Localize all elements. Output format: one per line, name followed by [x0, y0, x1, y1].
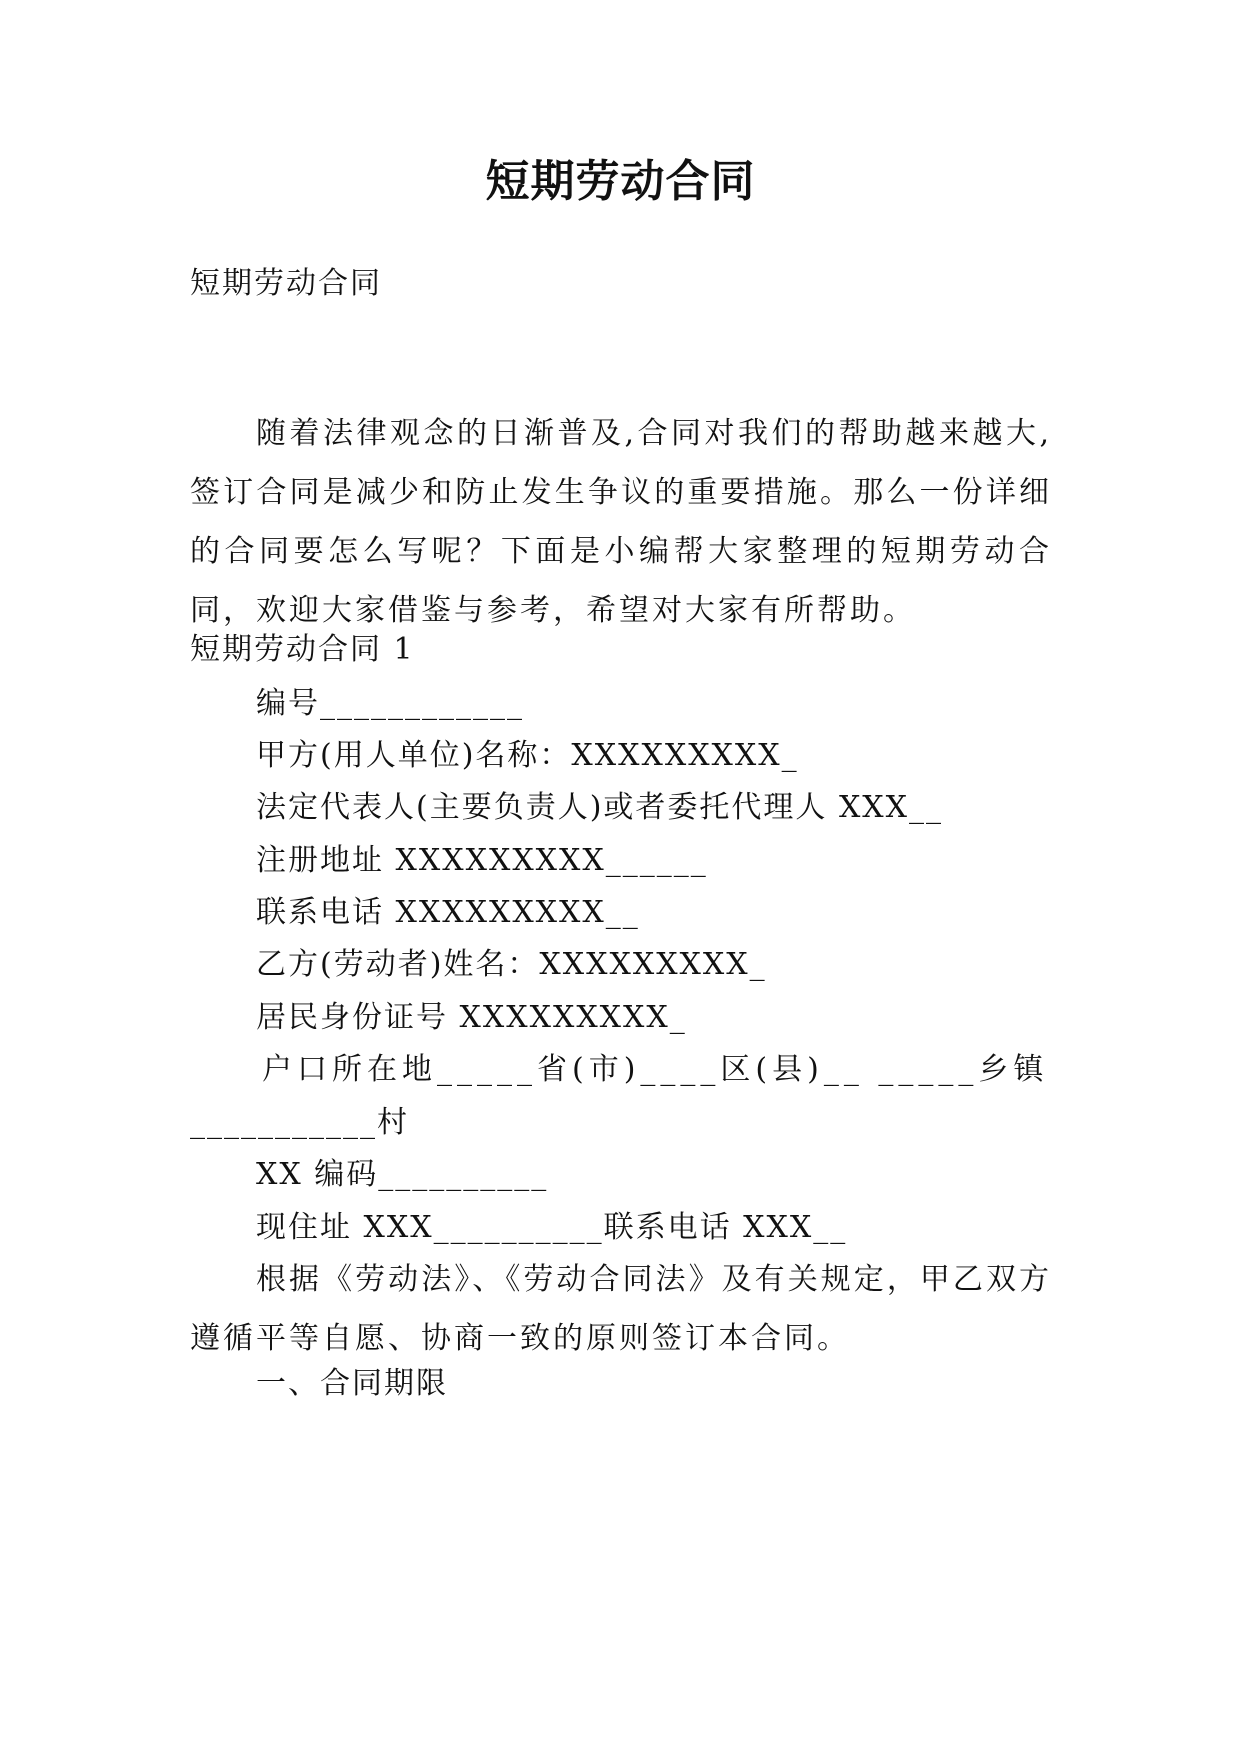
field-party-b-name: 乙方(劳动者)姓名：XXXXXXXXX_ [256, 947, 767, 982]
field-household-registration: 户口所在地_____省(市)____区(县)__ _____乡镇 [262, 1052, 1049, 1087]
document-title: 短期劳动合同 [485, 156, 756, 207]
clause-1-heading: 一、合同期限 [256, 1366, 448, 1401]
basis-paragraph: 根据《劳动法》、《劳动合同法》及有关规定，甲乙双方遵循平等自愿、协商一致的原则签订本合同。 [190, 1262, 1052, 1356]
section-heading: 短期劳动合同 1 [190, 632, 415, 667]
field-current-address: 现住址 XXX__________联系电话 XXX__ [256, 1210, 848, 1245]
intro-paragraph: 随着法律观念的日渐普及,合同对我们的帮助越来越大,签订合同是减少和防止发生争议的重要措施。那么一份详细的合同要怎么写呢？下面是小编帮大家整理的短期劳动合同，欢迎大家借鉴与参考，希望对大家有所帮助。 [190, 416, 1052, 628]
field-party-a-name: 甲方(用人单位)名称：XXXXXXXXX_ [256, 738, 799, 773]
field-postal-code: XX 编码__________ [256, 1157, 549, 1192]
field-legal-representative: 法定代表人(主要负责人)或者委托代理人 XXX__ [256, 790, 944, 825]
field-household-village: ___________村 [190, 1105, 409, 1140]
document-subtitle: 短期劳动合同 [190, 266, 382, 301]
field-number: 编号____________ [256, 686, 524, 721]
field-contact-phone: 联系电话 XXXXXXXXX__ [256, 895, 640, 930]
field-id-number: 居民身份证号 XXXXXXXXX_ [256, 1000, 687, 1035]
field-registered-address: 注册地址 XXXXXXXXX______ [256, 843, 708, 878]
